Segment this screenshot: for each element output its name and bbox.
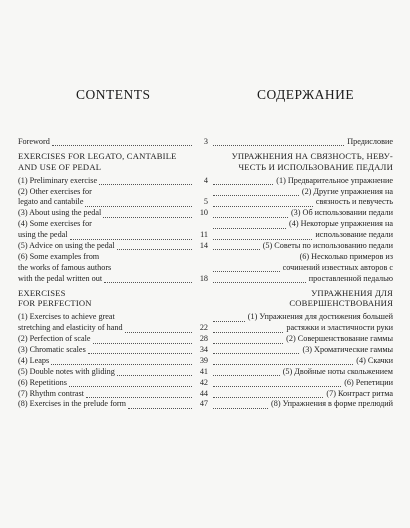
entry-title: (3) Хроматические гаммы [302,345,393,355]
toc-entry [18,263,208,274]
section-title: УПРАЖНЕНИЯ ДЛЯ [311,287,393,298]
toc-entry [213,241,393,252]
dot-leader [213,138,344,146]
entry-title: (1) Упражнения для достижения большей [247,312,393,322]
dot-leader [213,346,299,354]
entry-title: with the pedal written out [18,273,103,283]
toc-entry [213,252,393,263]
section-heading [213,288,393,299]
entry-title: (4) Некоторые упражнения на [289,219,393,229]
contents-heading-ru: СОДЕРЖАНИЕ [257,87,355,102]
section-heading [18,298,208,309]
entry-title: (3) Chromatic scales [18,345,86,355]
page-number: 4 [203,175,208,185]
dot-leader [52,138,192,146]
toc-entry [18,137,208,148]
entry-title: (6) Some examples from [18,251,100,261]
dot-leader [213,325,283,333]
dot-leader [85,199,192,207]
toc-entry [213,312,393,323]
toc-entry [18,389,208,400]
page-number: 34 [199,345,208,355]
entry-title: растяжки и эластичности руки [286,323,393,333]
entry-title: связность и певучесть [315,197,393,207]
entry-title: (5) Advice on using the pedal [18,241,115,251]
page-number: 11 [200,230,208,240]
dot-leader [99,177,192,185]
toc-entry [213,187,393,198]
toc-entry [18,345,208,356]
dot-leader [213,401,268,409]
entry-title: (4) Leaps [18,355,50,365]
entry-title: (2) Совершенствование гаммы [286,334,393,344]
dot-leader [51,357,192,365]
page-number: 18 [199,273,208,283]
entry-title: (3) About using the pedal [18,208,102,218]
entry-title: (6) Repetitions [18,377,67,387]
english-toc-column [18,137,208,410]
toc-entry [213,378,393,389]
section-heading [213,298,393,309]
dot-leader [213,264,280,272]
toc-entry [18,274,208,285]
section-title: ЧЕСТЬ И ИСПОЛЬЗОВАНИЕ ПЕДАЛИ [238,161,393,172]
entry-title: legato and cantabile [18,197,84,207]
entry-title: (3) Об использовании педали [290,208,393,218]
toc-entry [18,399,208,410]
section-title: УПРАЖНЕНИЯ НА СВЯЗНОСТЬ, НЕВУ- [231,150,393,161]
entry-title: проставленной педалью [308,273,393,283]
dot-leader [213,188,299,196]
entry-title: (6) Несколько примеров из [299,251,393,261]
entry-title: (1) Предварительное упражнение [276,175,393,185]
entry-title: the works of famous authors [18,262,112,272]
page-number: 10 [199,208,208,218]
section-heading [213,151,393,162]
dot-leader [213,242,260,250]
entry-title: (4) Скачки [356,355,393,365]
entry-title: (2) Other exercises for [18,186,92,196]
entry-title: (8) Exercises in the prelude form [18,399,126,409]
toc-entry [18,252,208,263]
toc-entry [18,208,208,219]
toc-entry [213,137,393,148]
page-number: 28 [199,334,208,344]
russian-toc-column [213,137,393,410]
section-title: EXERCISES [18,287,66,298]
toc-entry [18,187,208,198]
dot-leader [213,379,341,387]
dot-leader [88,346,192,354]
dot-leader [86,390,192,398]
contents-heading-en: CONTENTS [76,87,151,102]
page-number: 41 [199,366,208,376]
toc-entry [18,356,208,367]
entry-title: (8) Упражнения в форме прелюдий [271,399,393,409]
page-number: 3 [203,137,208,146]
dot-leader [93,336,192,344]
page-number: 44 [199,388,208,398]
toc-entry [18,230,208,241]
toc-entry [213,263,393,274]
dot-leader [128,401,192,409]
entry-title: (4) Some exercises for [18,219,92,229]
toc-entry [213,356,393,367]
entry-title: stretching and elasticity of hand [18,323,123,333]
page-number: 22 [199,323,208,333]
entry-title: (1) Exercises to achieve great [18,312,115,322]
section-title: СОВЕРШЕНСТВОВАНИЯ [289,298,393,309]
section-title: FOR PERFECTION [18,298,92,309]
dot-leader [117,242,192,250]
entry-title: (2) Другие упражнения на [301,186,393,196]
toc-entry [213,345,393,356]
section-title: EXERCISES FOR LEGATO, CANTABILE [18,150,177,161]
entry-title: Предисловие [347,137,393,146]
toc-entry [18,323,208,334]
entry-title: (5) Советы по использованию педали [262,241,393,251]
toc-entry [18,312,208,323]
toc-entry [213,274,393,285]
dot-leader [213,390,323,398]
toc-entry [18,367,208,378]
toc-entry [213,197,393,208]
section-heading [18,288,208,299]
dot-leader [213,275,306,283]
entry-title: using the pedal [18,230,68,240]
dot-leader [125,325,192,333]
page-number: 39 [199,355,208,365]
entry-title: (7) Rhythm contrast [18,388,84,398]
page-number: 5 [203,197,208,207]
toc-entry [213,208,393,219]
toc-entry [213,219,393,230]
entry-title: (5) Double notes with gliding [18,366,115,376]
toc-entry [213,399,393,410]
dot-leader [213,357,353,365]
entry-title: (7) Контраст ритма [326,388,393,398]
dot-leader [117,368,192,376]
entry-title: (1) Preliminary exercise [18,175,98,185]
toc-entry [18,197,208,208]
dot-leader [213,221,286,229]
toc-entry [213,230,393,241]
section-heading [213,162,393,173]
dot-leader [69,379,192,387]
toc-entry [18,334,208,345]
toc-entry [18,219,208,230]
section-heading [18,162,208,173]
entry-title: (5) Двойные ноты скольжением [282,366,393,376]
entry-title: использование педали [315,230,393,240]
dot-leader [103,210,192,218]
section-heading [18,151,208,162]
entry-title: (6) Репетиции [344,377,393,387]
toc-entry [18,378,208,389]
toc-entry [213,323,393,334]
dot-leader [213,368,280,376]
toc-entry [18,241,208,252]
dot-leader [104,275,192,283]
toc-entry [213,334,393,345]
dot-leader [213,314,245,322]
entry-title: Foreword [18,137,50,146]
toc-entry [213,176,393,187]
toc-entry [18,176,208,187]
toc-entry [213,389,393,400]
page-number: 42 [199,377,208,387]
dot-leader [213,210,288,218]
dot-leader [70,232,192,240]
dot-leader [213,177,273,185]
page-number: 14 [199,241,208,251]
entry-title: сочинений известных авторов с [282,262,393,272]
dot-leader [213,336,283,344]
dot-leader [213,199,313,207]
toc-entry [213,367,393,378]
page-number: 47 [199,399,208,409]
section-title: AND USE OF PEDAL [18,161,102,172]
dot-leader [213,232,312,240]
entry-title: (2) Perfection of scale [18,334,91,344]
